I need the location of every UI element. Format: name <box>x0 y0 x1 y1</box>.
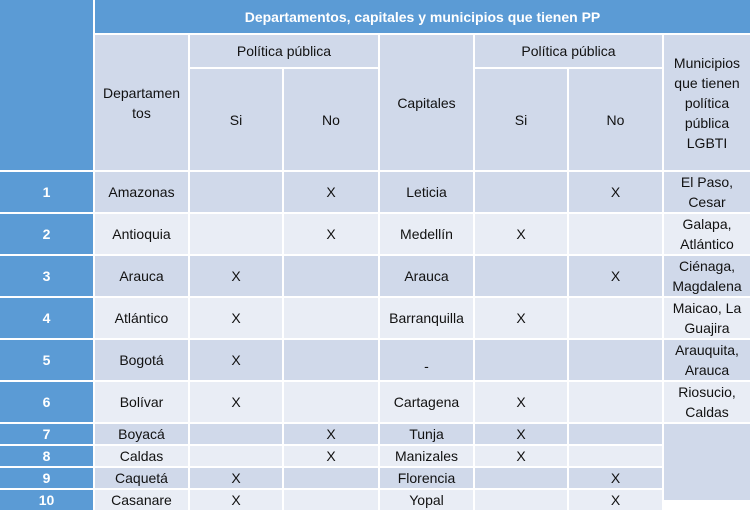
cell-capital: Leticia <box>380 172 473 212</box>
cell-no-departamento <box>284 256 378 296</box>
cell-si-capital: X <box>475 214 567 254</box>
header-departamentos <box>95 35 188 170</box>
cell-si-capital: X <box>475 382 567 422</box>
cell-no-departamento: X <box>284 446 378 466</box>
cell-si-capital <box>475 490 567 510</box>
cell-no-capital <box>569 214 662 254</box>
cell-departamento: Bogotá <box>95 340 188 380</box>
cell-capital: Manizales <box>380 446 473 466</box>
cell-si-departamento <box>190 446 282 466</box>
cell-no-departamento: X <box>284 214 378 254</box>
cell-municipio: Maicao, La Guajira <box>664 298 750 338</box>
cell-si-departamento: X <box>190 298 282 338</box>
header-capitales: Capitales <box>380 35 473 170</box>
cell-si-departamento: X <box>190 382 282 422</box>
cell-si-capital <box>475 468 567 488</box>
header-municipios <box>664 35 750 170</box>
cell-si-departamento: X <box>190 340 282 380</box>
row-number: 2 <box>0 214 93 254</box>
table-title: Departamentos, capitales y municipios que tienen PP <box>95 0 750 33</box>
row-number: 8 <box>0 446 93 466</box>
cell-si-capital <box>475 256 567 296</box>
cell-capital: Florencia <box>380 468 473 488</box>
cell-no-departamento <box>284 298 378 338</box>
row-number: 1 <box>0 172 93 212</box>
cell-no-capital: X <box>569 256 662 296</box>
row-number: 5 <box>0 340 93 380</box>
header-si-1: Si <box>190 69 282 170</box>
cell-no-capital: X <box>569 468 662 488</box>
cell-departamento: Casanare <box>95 490 188 510</box>
cell-si-capital: X <box>475 298 567 338</box>
cell-departamento: Antioquia <box>95 214 188 254</box>
cell-si-departamento: X <box>190 490 282 510</box>
cell-no-capital <box>569 340 662 380</box>
row-number: 10 <box>0 490 93 510</box>
row-number: 7 <box>0 424 93 444</box>
cell-capital: Arauca <box>380 256 473 296</box>
header-si-2: Si <box>475 69 567 170</box>
cell-no-capital: X <box>569 172 662 212</box>
cell-capital: Tunja <box>380 424 473 444</box>
cell-departamento: Arauca <box>95 256 188 296</box>
table-corner <box>0 0 93 170</box>
cell-no-departamento <box>284 468 378 488</box>
cell-no-capital <box>569 298 662 338</box>
cell-capital: Yopal <box>380 490 473 510</box>
cell-no-departamento <box>284 490 378 510</box>
cell-si-capital <box>475 172 567 212</box>
cell-no-capital <box>569 446 662 466</box>
cell-no-capital <box>569 382 662 422</box>
cell-no-departamento: X <box>284 424 378 444</box>
header-politica-2: Política pública <box>475 35 662 67</box>
cell-no-capital <box>569 424 662 444</box>
cell-departamento: Caldas <box>95 446 188 466</box>
header-politica-1: Política pública <box>190 35 378 67</box>
cell-departamento: Caquetá <box>95 468 188 488</box>
header-no-2: No <box>569 69 662 170</box>
cell-capital: Medellín <box>380 214 473 254</box>
cell-no-capital: X <box>569 490 662 510</box>
cell-departamento: Amazonas <box>95 172 188 212</box>
cell-si-departamento <box>190 424 282 444</box>
cell-departamento: Bolívar <box>95 382 188 422</box>
cell-si-capital: X <box>475 424 567 444</box>
row-number: 9 <box>0 468 93 488</box>
header-departamentos-label: Departamentos <box>102 84 181 121</box>
cell-municipio: Riosucio, Caldas <box>664 382 750 422</box>
cell-capital: Cartagena <box>380 382 473 422</box>
cell-municipio: Galapa, Atlántico <box>664 214 750 254</box>
cell-municipio: El Paso, Cesar <box>664 172 750 212</box>
header-no-1: No <box>284 69 378 170</box>
cell-no-departamento <box>284 340 378 380</box>
cell-si-departamento <box>190 172 282 212</box>
cell-si-capital <box>475 340 567 380</box>
cell-no-departamento: X <box>284 172 378 212</box>
cell-si-capital: X <box>475 446 567 466</box>
cell-capital: - <box>380 340 473 380</box>
cell-departamento: Atlántico <box>95 298 188 338</box>
cell-departamento: Boyacá <box>95 424 188 444</box>
header-municipios-label: Municipios que tienen política pública LGBTI <box>673 54 741 151</box>
cell-si-departamento: X <box>190 468 282 488</box>
cell-municipio: Arauquita, Arauca <box>664 340 750 380</box>
cell-capital: Barranquilla <box>380 298 473 338</box>
row-number: 6 <box>0 382 93 422</box>
cell-municipio: Ciénaga, Magdalena <box>664 256 750 296</box>
cell-municipio-empty <box>664 424 750 500</box>
cell-si-departamento <box>190 214 282 254</box>
row-number: 3 <box>0 256 93 296</box>
cell-no-departamento <box>284 382 378 422</box>
row-number: 4 <box>0 298 93 338</box>
cell-si-departamento: X <box>190 256 282 296</box>
